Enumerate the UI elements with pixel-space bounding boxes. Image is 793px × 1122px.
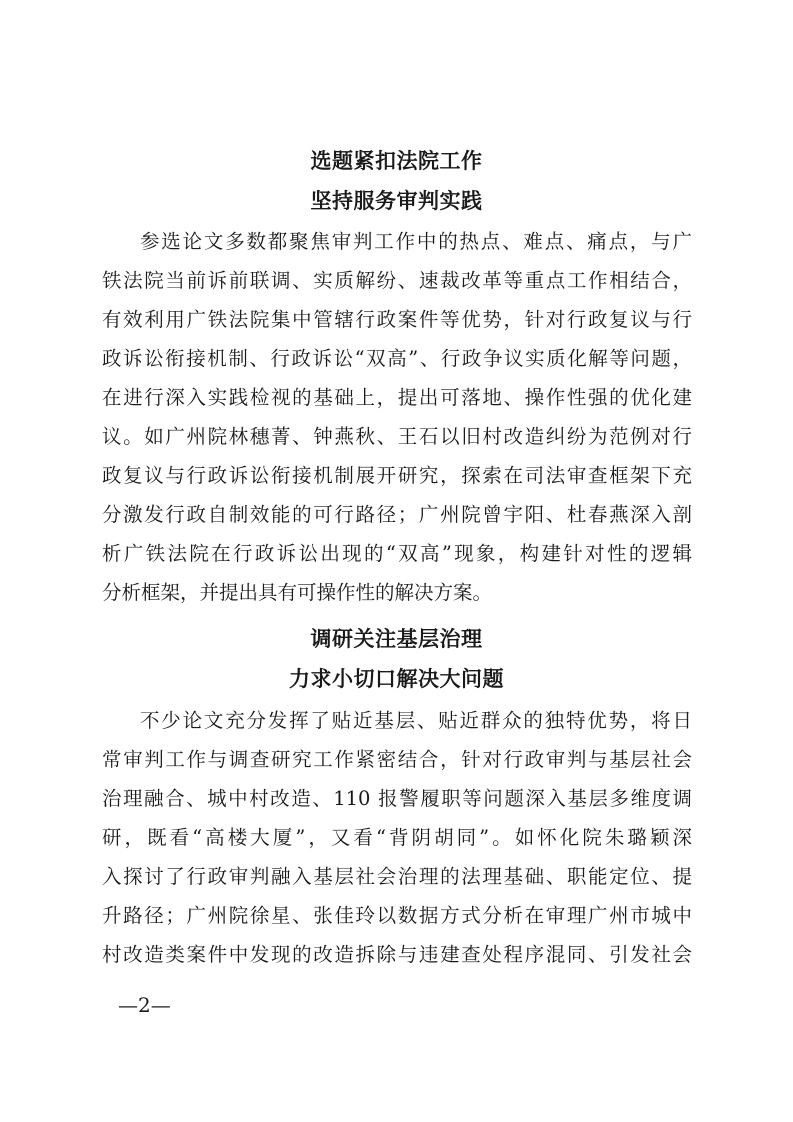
paragraph-line: 不少论文充分发挥了贴近基层、贴近群众的独特优势，将日: [140, 709, 692, 732]
section1-title-line2: 坚持服务审判实践: [310, 189, 483, 213]
paragraph-line: 升路径；广州院徐星、张佳玲以数据方式分析在审理广州市城中: [102, 904, 692, 927]
paragraph-line: 议。如广州院林穗菁、钟燕秋、王石以旧村改造纠纷为范例对行: [102, 425, 692, 448]
paragraph-line: 析广铁法院在行政诉讼出现的“双高”现象，构建针对性的逻辑: [102, 542, 692, 565]
section1-title-line1: 选题紧扣法院工作: [310, 149, 483, 173]
paragraph-line: 政复议与行政诉讼衔接机制展开研究，探索在司法审查框架下充: [102, 464, 692, 487]
paragraph-line: 分激发行政自制效能的可行路径；广州院曾宇阳、杜春燕深入剖: [102, 503, 692, 526]
page-number: —2—: [118, 993, 171, 1017]
paragraph-line: 分析框架，并提出具有可操作性的解决方案。: [102, 581, 493, 604]
paragraph-line: 治理融合、城中村改造、110 报警履职等问题深入基层多维度调: [102, 787, 692, 810]
paragraph-line: 有效利用广铁法院集中管辖行政案件等优势，针对行政复议与行: [102, 308, 692, 331]
paragraph-line: 参选论文多数都聚焦审判工作中的热点、难点、痛点，与广: [140, 230, 692, 253]
paragraph-line: 研，既看“高楼大厦”，又看“背阴胡同”。如怀化院朱璐颖深: [102, 826, 692, 849]
section2-title-line2: 力求小切口解决大问题: [289, 667, 504, 691]
paragraph-line: 常审判工作与调查研究工作紧密结合，针对行政审判与基层社会: [102, 748, 692, 771]
paragraph-line: 铁法院当前诉前联调、实质解纷、速裁改革等重点工作相结合，: [102, 269, 692, 292]
paragraph-line: 政诉讼衔接机制、行政诉讼“双高”、行政争议实质化解等问题，: [102, 347, 692, 370]
paragraph-line: 入探讨了行政审判融入基层社会治理的法理基础、职能定位、提: [102, 865, 692, 888]
paragraph-line: 村改造类案件中发现的改造拆除与违建查处程序混同、引发社会: [102, 943, 692, 966]
section2-title-line1: 调研关注基层治理: [310, 627, 483, 651]
paragraph-line: 在进行深入实践检视的基础上，提出可落地、操作性强的优化建: [102, 386, 692, 409]
